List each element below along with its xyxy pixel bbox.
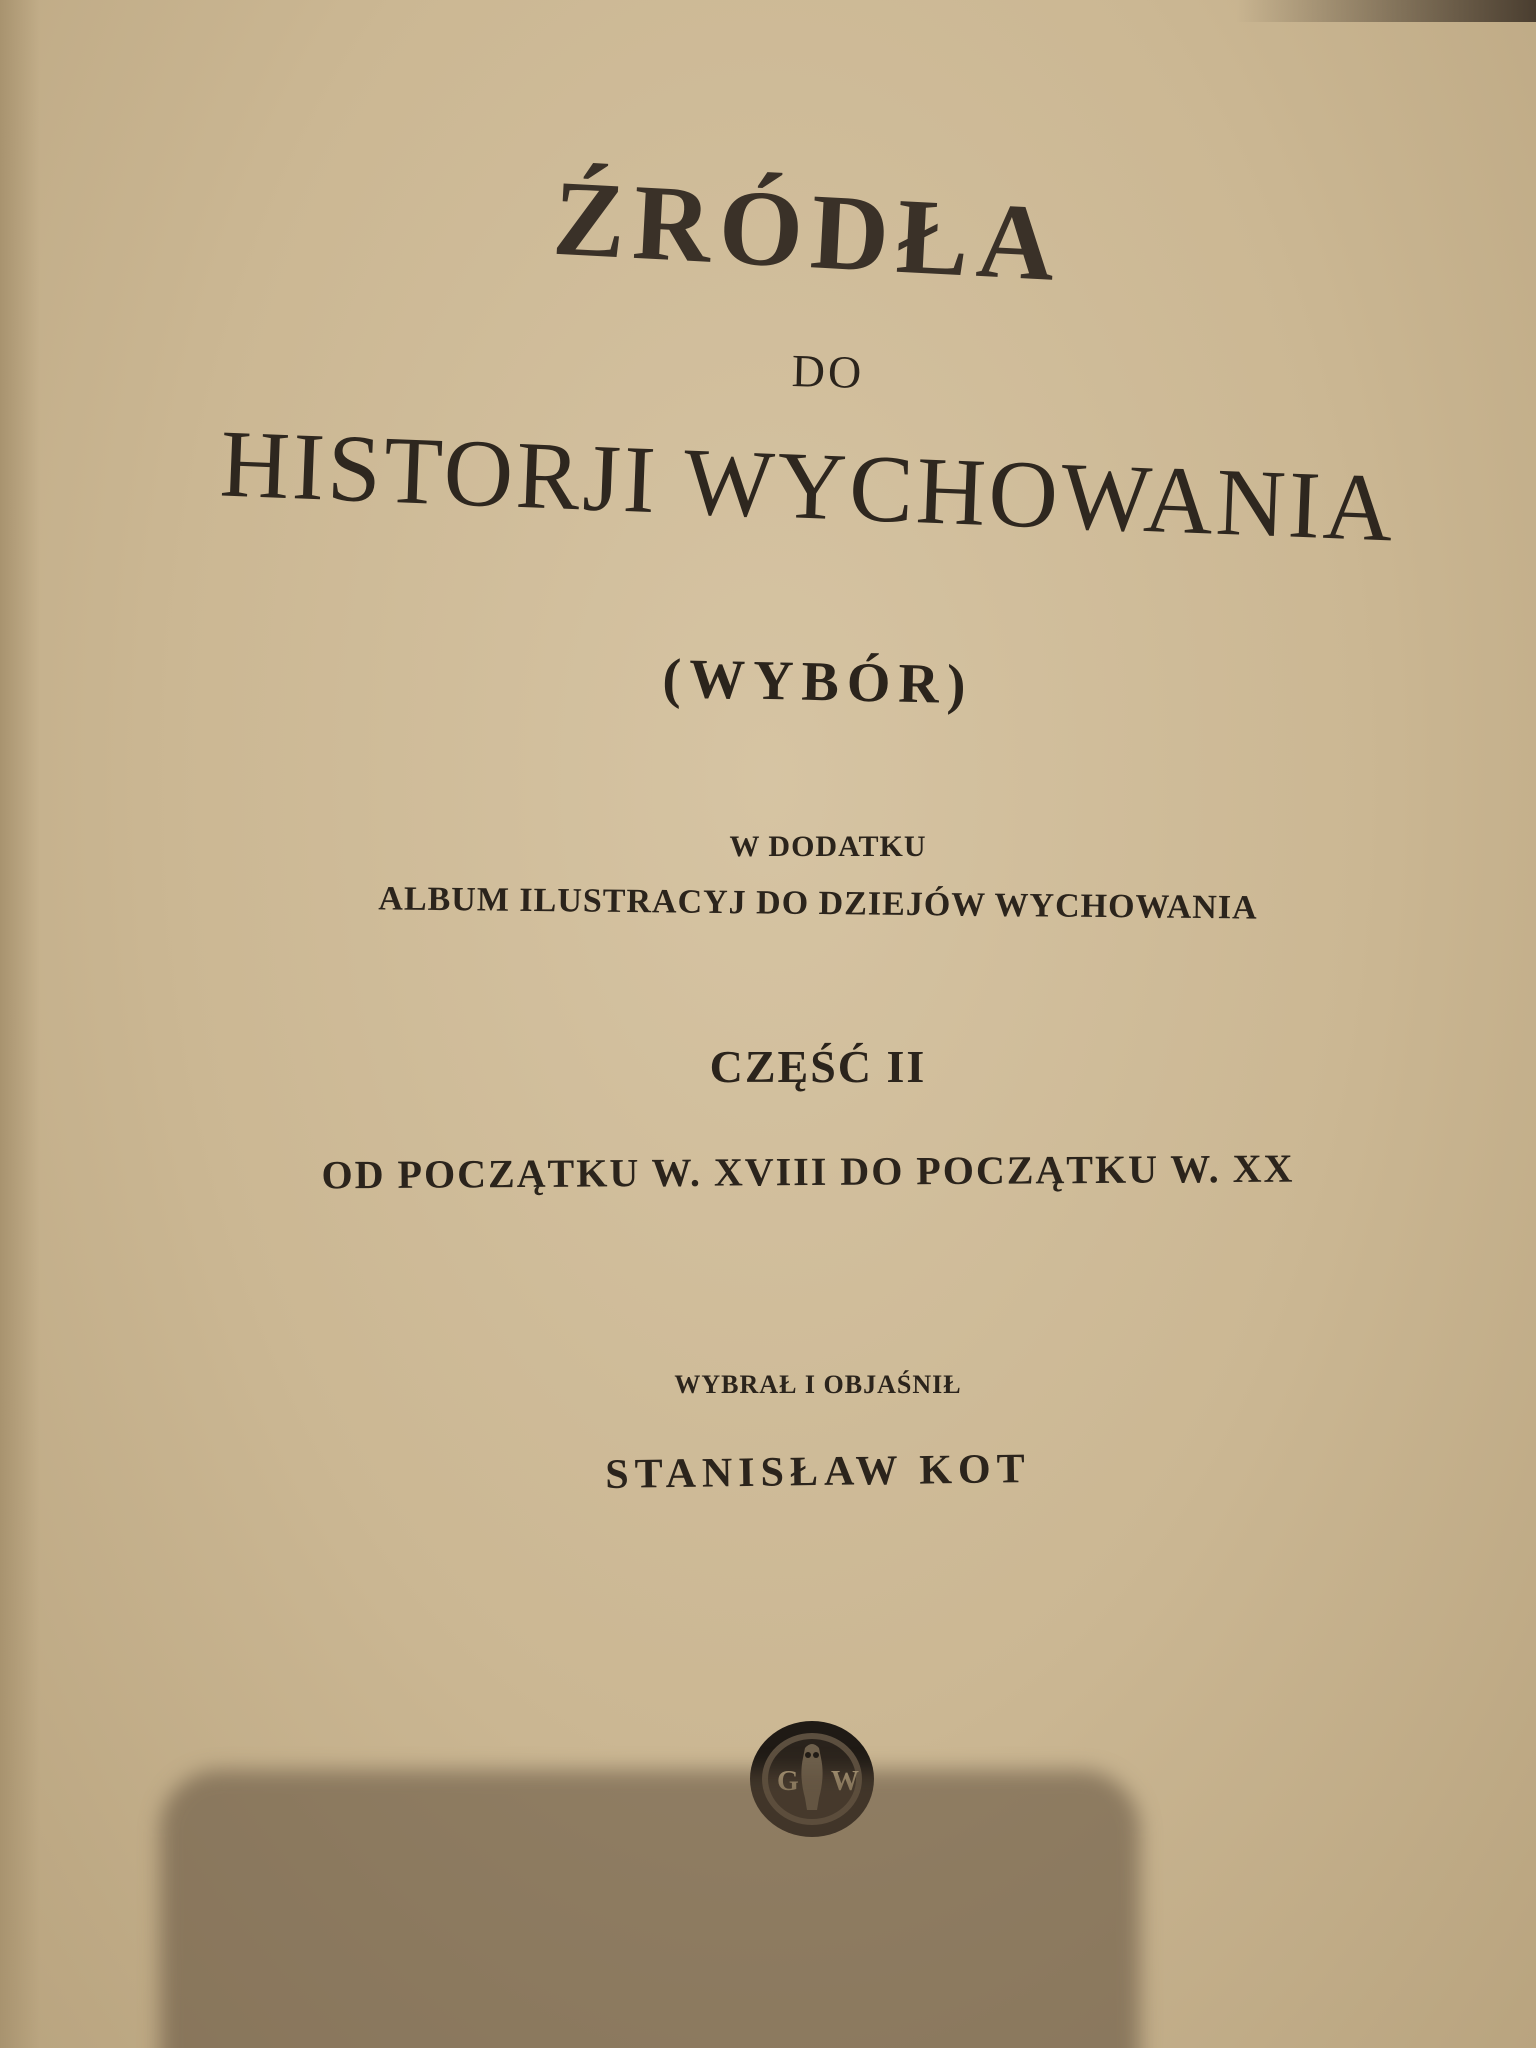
supplement-intro: W DODATKU bbox=[729, 830, 927, 863]
selection-note: (WYBÓR) bbox=[661, 647, 975, 717]
book-subtitle: HISTORJI WYCHOWANIA bbox=[218, 409, 1398, 562]
author-name: STANISŁAW KOT bbox=[604, 1446, 1032, 1498]
period-range: OD POCZĄTKU W. XVIII DO POCZĄTKU W. XX bbox=[321, 1145, 1295, 1198]
title-connector: DO bbox=[791, 345, 865, 398]
book-title: ŹRÓDŁA bbox=[550, 158, 1066, 305]
editor-label: WYBRAŁ I OBJAŚNIŁ bbox=[674, 1370, 962, 1399]
hand-shadow bbox=[160, 1770, 1140, 2048]
page-top-edge bbox=[1236, 0, 1536, 22]
supplement-title: ALBUM ILUSTRACYJ DO DZIEJÓW WYCHOWANIA bbox=[378, 880, 1258, 927]
part-number: CZĘŚĆ II bbox=[709, 1041, 927, 1092]
page-left-edge bbox=[0, 0, 40, 2048]
